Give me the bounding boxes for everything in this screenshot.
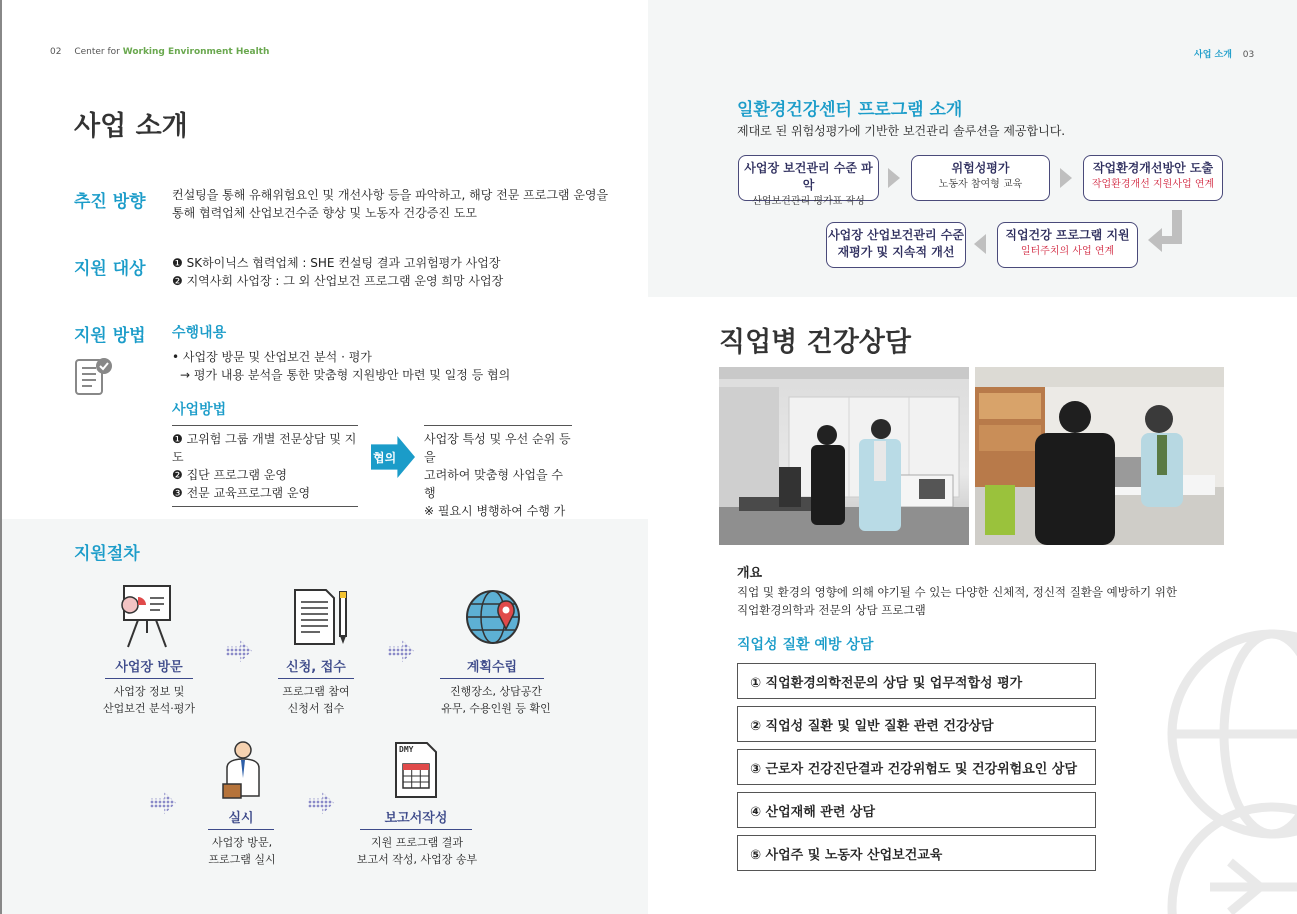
overview-title: 개요 — [737, 566, 763, 581]
content-title: 수행내용 — [172, 325, 227, 341]
way-list — [172, 425, 358, 507]
flow-box-title: 사업장 보건관리 수준 파악 — [744, 161, 873, 192]
calendar-text: DMY — [399, 745, 414, 754]
right-header — [1194, 47, 1254, 60]
globe-watermark-icon — [1160, 622, 1297, 914]
flow-box-title: 작업환경개선방안 도출 — [1092, 161, 1214, 175]
step-desc-line: 지원 프로그램 결과 — [370, 836, 463, 849]
content-text — [172, 348, 510, 384]
step-label: 계획수립 — [440, 656, 544, 679]
flow-arrow-right — [888, 168, 900, 188]
flow-box-title: 사업장 산업보건관리 수준 — [828, 228, 964, 242]
flow-box — [826, 222, 966, 268]
businessman-icon — [221, 740, 265, 802]
step-desc-line: 사업장 방문, — [211, 836, 273, 849]
target-item: ❷ 지역사회 사업장 : 그 외 산업보건 프로그램 운영 희망 사업장 — [172, 274, 504, 288]
step-desc — [192, 834, 292, 868]
step-desc-line: 유무, 수용인원 등 확인 — [441, 702, 551, 715]
program-subtitle: 제대로 된 위험성평가에 기반한 보건관리 솔루션을 제공합니다. — [737, 124, 1066, 138]
step-desc-line: 신청서 접수 — [287, 702, 345, 715]
left-header — [50, 47, 269, 57]
way-title: 사업방법 — [172, 402, 227, 418]
method-label: 지원 방법 — [74, 326, 146, 346]
step-label: 실시 — [208, 807, 274, 830]
flow-box — [911, 155, 1050, 201]
step-desc-line: 사업장 정보 및 — [113, 685, 185, 698]
procedure-title: 지원절차 — [74, 544, 140, 564]
globe-pin-icon — [464, 587, 522, 647]
right-page-number: 03 — [1242, 50, 1255, 60]
flow-box-title: 직업건강 프로그램 지원 — [1005, 228, 1130, 242]
overview-line: 직업환경의학과 전문의 상담 프로그램 — [737, 603, 926, 617]
step-desc — [348, 834, 486, 868]
consultation-photo-right — [975, 367, 1224, 545]
consult-item: ③ 근로자 건강진단결과 건강위험도 및 건강위험요인 상담 — [737, 749, 1096, 785]
consult-arrow-label: 협의 — [373, 451, 397, 465]
content-line: • 사업장 방문 및 산업보건 분석 · 평가 — [172, 350, 372, 364]
step-desc — [92, 683, 206, 717]
center-name: Working Environment Health — [122, 47, 270, 57]
target-list — [172, 254, 503, 290]
direction-line: 컨설팅을 통해 유해위험요인 및 개선사항 등을 파악하고, 해당 전문 프로그램 운영을 — [172, 188, 609, 202]
right-header-section: 사업 소개 — [1194, 50, 1232, 60]
step-desc — [266, 683, 366, 717]
step-desc-line: 진행장소, 상담공간 — [449, 685, 542, 698]
target-label: 지원 대상 — [74, 259, 146, 279]
left-page — [0, 0, 648, 914]
right-page — [648, 0, 1297, 914]
result-line: 사업장 특성 및 우선 순위 등을 — [424, 432, 571, 464]
left-page-number: 02 — [50, 47, 62, 57]
flow-box-sub: 일터주치의 사업 연계 — [1020, 246, 1115, 257]
step-label: 사업장 방문 — [105, 656, 193, 679]
step-desc — [432, 683, 560, 717]
flow-arrow-left — [974, 234, 986, 254]
step-desc-line: 산업보건 분석·평가 — [102, 702, 195, 715]
way-item: ❷ 집단 프로그램 운영 — [172, 468, 287, 482]
direction-line: 통해 협력업체 산업보건수준 향상 및 노동자 건강증진 도모 — [172, 206, 477, 220]
document-pen-icon — [292, 586, 352, 648]
step-desc-line: 프로그램 실시 — [208, 853, 276, 866]
overview-text — [737, 583, 1177, 619]
program-panel — [648, 0, 1297, 297]
page-title: 사업 소개 — [74, 111, 188, 142]
flow-box-title: 재평가 및 지속적 개선 — [837, 245, 955, 259]
counsel-title: 직업병 건강상담 — [719, 327, 911, 358]
step-desc-line: 보고서 작성, 사업장 송부 — [356, 853, 478, 866]
center-prefix: Center for — [74, 47, 123, 57]
consult-item: ④ 산업재해 관련 상담 — [737, 792, 1096, 828]
step-label: 보고서작성 — [360, 807, 472, 830]
result-line: ※ 필요시 병행하여 수행 가 — [424, 504, 566, 518]
consult-item: ⑤ 사업주 및 노동자 산업보건교육 — [737, 835, 1096, 871]
flow-box-sub: 노동자 참여형 교육 — [938, 179, 1023, 190]
flow-box — [1083, 155, 1223, 201]
overview-line: 직업 및 환경의 영향에 의해 야기될 수 있는 다양한 신체적, 정신적 질환을 예방하기 위한 — [737, 585, 1177, 599]
direction-label: 추진 방향 — [74, 192, 146, 212]
step-desc-line: 프로그램 참여 — [282, 685, 350, 698]
target-item: ❶ SK하이닉스 협력업체 : SHE 컨설팅 결과 고위험평가 사업장 — [172, 256, 501, 270]
flow-box — [997, 222, 1138, 268]
way-item: ❸ 전문 교육프로그램 운영 — [172, 486, 311, 500]
presentation-board-icon — [118, 583, 176, 649]
flow-box — [738, 155, 879, 207]
flow-arrow-down-left — [1148, 210, 1184, 252]
way-item: ❶ 고위험 그룹 개별 전문상담 및 지도 — [172, 432, 357, 464]
flow-box-sub: 산업보건관리 평가표 작성 — [752, 196, 865, 207]
program-title: 일환경건강센터 프로그램 소개 — [737, 100, 963, 120]
direction-text — [172, 186, 608, 222]
content-line: → 평가 내용 분석을 통한 맞춤형 지원방안 마련 및 일정 등 협의 — [180, 368, 511, 382]
flow-box-title: 위험성평가 — [951, 161, 1010, 175]
flow-box-sub: 작업환경개선 지원사업 연계 — [1091, 179, 1215, 190]
step-label: 신청, 접수 — [278, 656, 354, 679]
flow-arrow-right — [1060, 168, 1072, 188]
prevention-title: 직업성 질환 예방 상담 — [737, 637, 874, 653]
consultation-photo-left — [719, 367, 969, 545]
checklist-icon — [74, 356, 114, 398]
consult-item: ② 직업성 질환 및 일반 질환 관련 건강상담 — [737, 706, 1096, 742]
result-line: 고려하여 맞춤형 사업을 수행 — [424, 468, 563, 500]
consult-item: ① 직업환경의학전문의 상담 및 업무적합성 평가 — [737, 663, 1096, 699]
